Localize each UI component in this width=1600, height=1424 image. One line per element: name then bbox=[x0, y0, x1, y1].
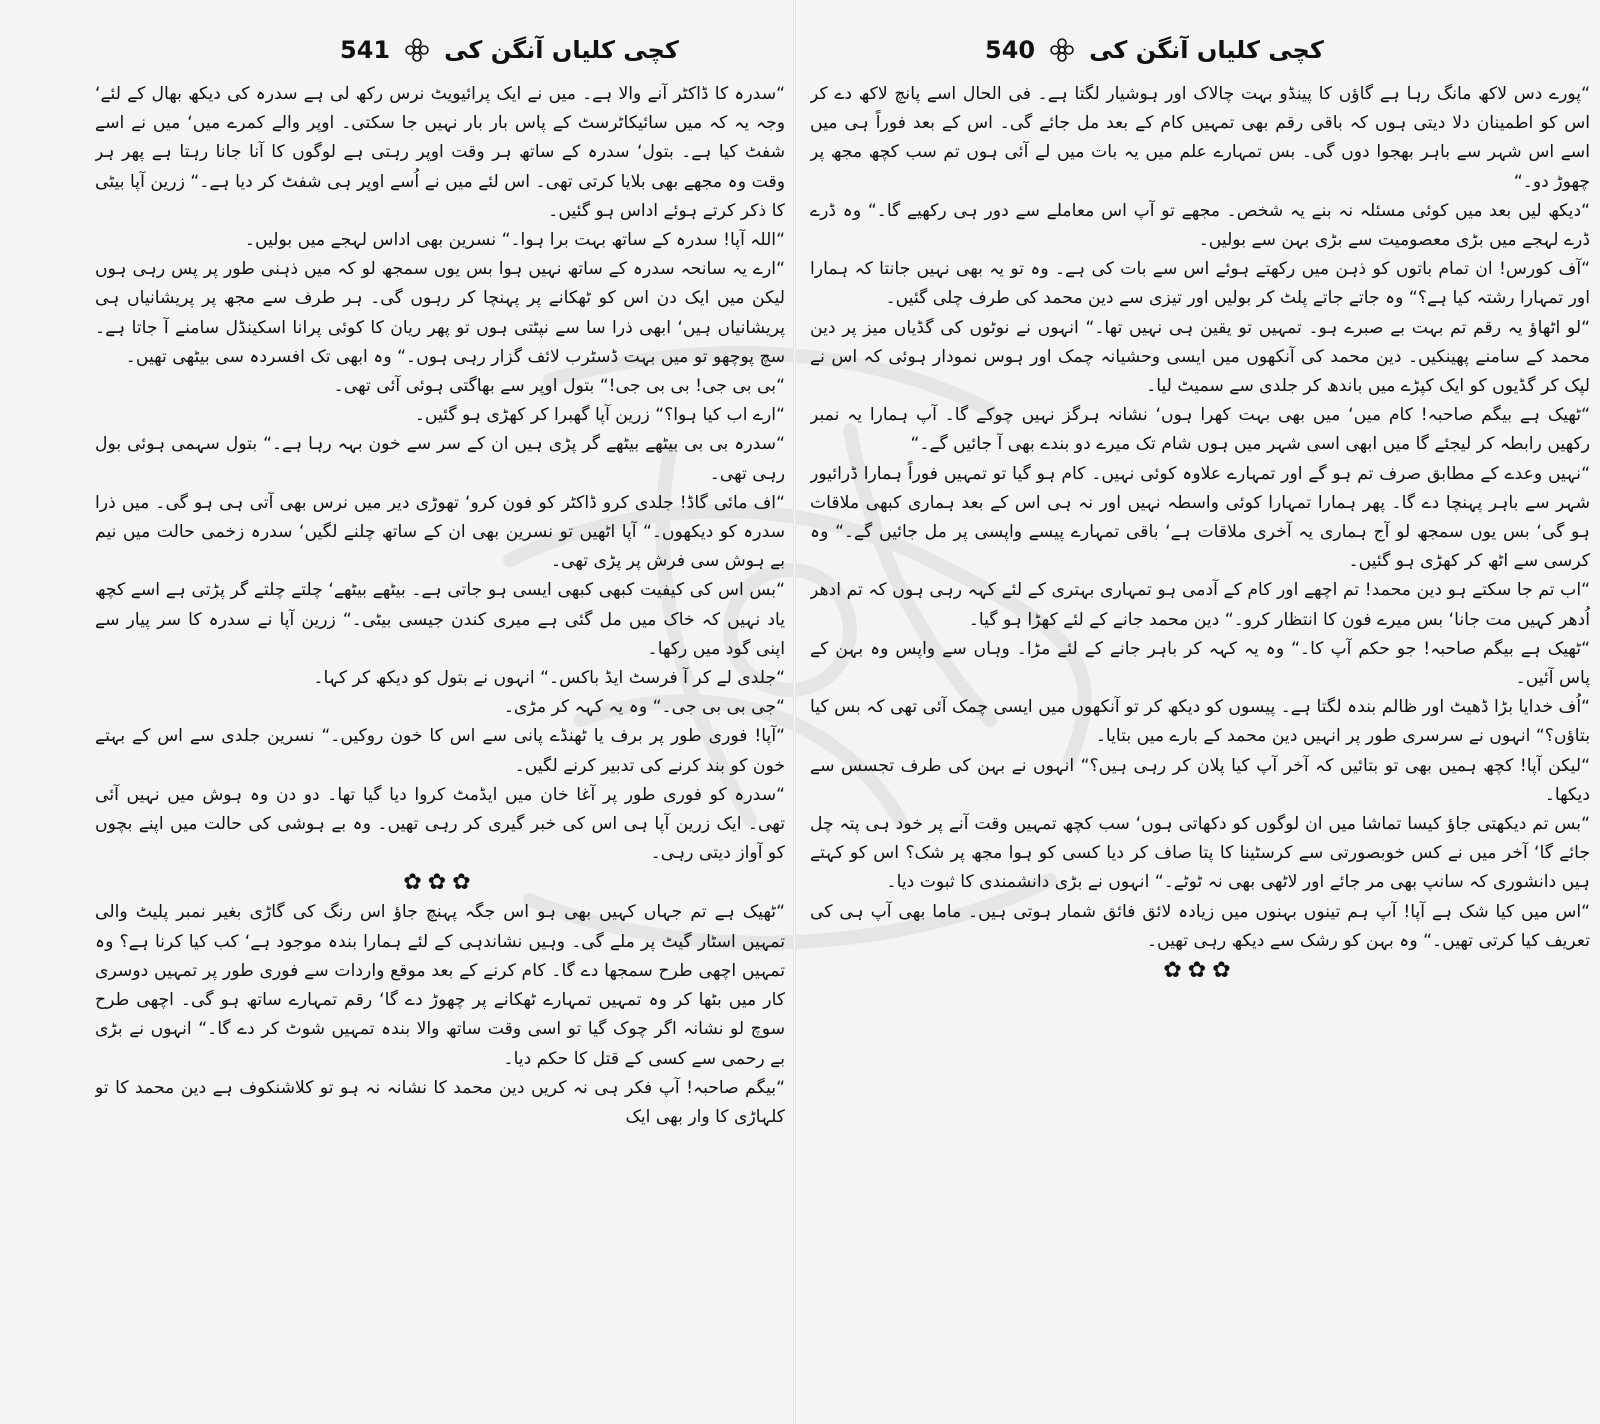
page-540 bbox=[800, 0, 1600, 1424]
page-number: 541 bbox=[340, 36, 391, 64]
paragraph: “ سدرہ کو فوری طور پر آغا خان میں ایڈمٹ کروا دیا گیا تھا۔ دو دن وہ ہوش میں نہیں آئی تھی۔ ایک زرین آپا ہی اس کی خبر گیری کر رہی تھیں۔ وہ بے ہوشی کی حالت میں اپنے بچوں کو آواز دیتی رہی۔ bbox=[95, 781, 785, 869]
paragraph: “ نہیں وعدے کے مطابق صرف تم ہو گے اور تمہارے علاوہ کوئی نہیں۔ کام ہو گیا تو تمہیں فوراً ہمارا ڈرائیور شہر سے باہر پہنچا دے گا۔ پھر ہمارا تمہارا کوئی واسطہ نہیں اور نہ ہی اس کے بعد ہماری کبھی ملاقات ہو گی‘ بس یوں سمجھ لو آج ہماری یہ آخری ملاقات ہے‘ باقی تمہارے پیسے واپسی پر مل جائیں گے۔“ وہ کرسی سے اٹھ کر کھڑی ہو گئیں۔ bbox=[810, 460, 1590, 577]
paragraph: “ ٹھیک ہے بیگم صاحبہ! جو حکم آپ کا۔“ وہ یہ کہہ کر باہر جانے کے لئے مڑا۔ وہاں سے واپس وہ بہن کے پاس آئیں۔ bbox=[810, 635, 1590, 693]
text-column-541 bbox=[95, 80, 785, 1404]
book-gutter bbox=[793, 0, 796, 1424]
running-title: کچی کلیاں آنگن کی bbox=[1089, 36, 1324, 64]
paragraph: “ بس تم دیکھتی جاؤ کیسا تماشا میں ان لوگوں کو دکھاتی ہوں‘ سب کچھ تمہیں وقت آنے پر خود ہی پتہ چل جائے گا‘ آخر میں نے کس خوبصورتی سے کرسٹینا کا پتا صاف کر دیا کسی کو ہوا مجھ پر شک؟ اس کو کہتے ہیں دانشوری کہ سانپ بھی مر جائے اور لاٹھی بھی نہ ٹوٹے۔“ انہوں نے بڑی دانشمندی کا ثبوت دیا۔ bbox=[810, 810, 1590, 898]
paragraph: “ ارے یہ سانحہ سدرہ کے ساتھ نہیں ہوا بس یوں سمجھ لو کہ میں ذہنی طور پر پس رہی ہوں لیکن میں ایک دن اس کو ٹھکانے پر پہنچا کر رہوں گی۔ ہر طرف سے مجھ پر پریشانیاں ہی پریشانیاں ہیں‘ ابھی ذرا سا سے نپٹتی ہوں تو پھر ریان کا کوئی پرانا اسکینڈل سامنے آ جاتا ہے۔ سچ پوچھو تو میں بہت ڈسٹرب لائف گزار رہی ہوں۔“ وہ ابھی تک افسردہ سی بیٹھی تھیں۔ bbox=[95, 255, 785, 372]
paragraph: “ پورے دس لاکھ مانگ رہا ہے گاؤں کا پینڈو بہت چالاک اور ہوشیار لگتا ہے۔ فی الحال اسے پانچ لاکھ دے کر اس کو اطمینان دلا دیتی ہوں کہ باقی رقم بھی تمہیں کام کے بعد مل جائے گی۔ اس کے بعد فوراً ہی میں اسے اس شہر سے باہر بھجوا دوں گی۔ بس تمہارے علم میں یہ بات میں لے آئی ہوں تم سب کچھ مجھ پر چھوڑ دو۔“ bbox=[810, 80, 1590, 197]
paragraph: “ سدرہ بی بی بیٹھے بیٹھے گر پڑی ہیں ان کے سر سے خون بہہ رہا ہے۔“ بتول سہمی ہوئی بول رہی تھی۔ bbox=[95, 430, 785, 488]
paragraph: “ دیکھ لیں بعد میں کوئی مسئلہ نہ بنے یہ شخص۔ مجھے تو آپ اس معاملے سے دور ہی رکھیے گا۔“ وہ ڈرے ڈرے لہجے میں بڑی معصومیت سے بڑی بہن سے بولیں۔ bbox=[810, 197, 1590, 255]
paragraph: “ اس میں کیا شک ہے آپا! آپ ہم تینوں بہنوں میں زیادہ لائق فائق شمار ہوتی ہیں۔ ماما بھی آپ ہی کی تعریف کیا کرتی تھیں۔“ وہ بہن کو رشک سے دیکھ رہی تھیں۔ bbox=[810, 898, 1590, 956]
paragraph: “ سدرہ کا ڈاکٹر آنے والا ہے۔ میں نے ایک پرائیویٹ نرس رکھ لی ہے سدرہ کی دیکھ بھال کے لئے‘ وجہ یہ کہ میں سائیکاٹرسٹ کے پاس بار بار نہیں جا سکتی۔ اوپر والے کمرے میں‘ میں نے اسے شفٹ کیا ہے۔ بتول‘ سدرہ کے ساتھ ہر وقت اوپر رہتی ہے لوگوں کا آنا جانا رہتا ہے پھر ہر وقت وہ مجھے بھی بلایا کرتی تھی۔ اس لئے میں نے اُسے اوپر ہی شفٹ کر دیا ہے۔“ زرین آپا بیٹی کا ذکر کرتے ہوئے اداس ہو گئیں۔ bbox=[95, 80, 785, 226]
paragraph: “ جلدی لے کر آ فرسٹ ایڈ باکس۔“ انہوں نے بتول کو دیکھ کر کہا۔ bbox=[95, 664, 785, 693]
paragraph: “ بیگم صاحبہ! آپ فکر ہی نہ کریں دین محمد کا نشانہ نہ ہو تو کلاشنکوف ہے دین محمد کا تو کلہاڑی کا وار بھی ایک bbox=[95, 1074, 785, 1132]
text-column-540 bbox=[810, 80, 1590, 1404]
paragraph: “ لو اٹھاؤ یہ رقم تم بہت بے صبرے ہو۔ تمہیں تو یقین ہی نہیں تھا۔“ انہوں نے نوٹوں کی گڈیاں میز پر دین محمد کے سامنے پھینکیں۔ دین محمد کی آنکھوں میں ایسی وحشیانہ چمک اور ہوس نمودار ہوئی کہ اس نے لپک کر گڈیوں کو ایک کپڑے میں باندھ کر جلدی سے سمیٹ لیا۔ bbox=[810, 314, 1590, 402]
paragraph: “ آف کورس! ان تمام باتوں کو ذہن میں رکھتے ہوئے اس سے بات کی ہے۔ وہ تو یہ بھی نہیں جانتا کہ ہمارا اور تمہارا رشتہ کیا ہے؟“ وہ جاتے جاتے پلٹ کر بولیں اور تیزی سے دین محمد کی طرف چلی گئیں۔ bbox=[810, 255, 1590, 313]
paragraph: “ ٹھیک ہے بیگم صاحبہ! کام میں‘ میں بھی بہت کھرا ہوں‘ نشانہ ہرگز نہیں چوکے گا۔ آپ ہمارا یہ نمبر رکھیں رابطہ کر لیجئے گا میں ابھی اسی شہر میں ہوں شام تک میرے دو بندے بھی آ جائیں گے۔“ bbox=[810, 401, 1590, 459]
running-title: کچی کلیاں آنگن کی bbox=[444, 36, 679, 64]
section-separator: ✿✿✿ bbox=[403, 870, 477, 896]
section-separator: ✿✿✿ bbox=[1163, 958, 1237, 984]
paragraph: “ بس اس کی کیفیت کبھی کبھی ایسی ہو جاتی ہے۔ بیٹھے بیٹھے‘ چلتے چلتے گر پڑتی ہے اسے کچھ یاد نہیں کہ خاک میں مل گئی ہے میری کندن جیسی بیٹی۔“ زرین آپا نے سدرہ کا سر پیار سے اپنی گود میں رکھا۔ bbox=[95, 576, 785, 664]
page-541 bbox=[0, 0, 790, 1424]
flower-ornament-icon bbox=[404, 37, 430, 63]
page-number: 540 bbox=[985, 36, 1036, 64]
paragraph: “ اف مائی گاڈ! جلدی کرو ڈاکٹر کو فون کرو‘ تھوڑی دیر میں نرس بھی آتی ہی ہو گی۔ میں ذرا سدرہ کو دیکھوں۔“ آپا اٹھیں تو نسرین بھی ان کے ساتھ چلنے لگیں‘ سدرہ زخمی حالت میں نیم بے ہوش سی فرش پر پڑی تھی۔ bbox=[95, 489, 785, 577]
paragraph: “ جی بی بی جی۔“ وہ یہ کہہ کر مڑی۔ bbox=[95, 693, 785, 722]
paragraph: “ اب تم جا سکتے ہو دین محمد! تم اچھے اور کام کے آدمی ہو تمہاری بہتری کے لئے کہہ رہی ہوں کہ تم ادھر اُدھر کہیں مت جانا‘ بس میرے فون کا انتظار کرو۔“ دین محمد جانے کے لئے کھڑا ہو گیا۔ bbox=[810, 576, 1590, 634]
paragraph: “ ارے اب کیا ہوا؟“ زرین آپا گھبرا کر کھڑی ہو گئیں۔ bbox=[95, 401, 785, 430]
flower-ornament-icon bbox=[1049, 37, 1075, 63]
paragraph: “ لیکن آپا! کچھ ہمیں بھی تو بتائیں کہ آخر آپ کیا پلان کر رہی ہیں؟“ انہوں نے بہن کی طرف تجسس سے دیکھا۔ bbox=[810, 752, 1590, 810]
page-header-541 bbox=[340, 30, 679, 70]
paragraph: “ آپا! فوری طور پر برف یا ٹھنڈے پانی سے اس کا خون روکیں۔“ نسرین جلدی سے اس کے بہتے خون کو بند کرنے کی تدبیر کرنے لگیں۔ bbox=[95, 722, 785, 780]
paragraph: “ ٹھیک ہے تم جہاں کہیں بھی ہو اس جگہ پہنچ جاؤ اس رنگ کی گاڑی بغیر نمبر پلیٹ والی تمہیں اسٹار گیٹ پر ملے گی۔ وہیں نشاندہی کے لئے ہمارا بندہ موجود ہے‘ کب کیا کرنا ہے؟ وہ تمہیں اچھی طرح سمجھا دے گا۔ کام کرنے کے بعد موقع واردات سے فوری طور پر تمہیں دوسری کار میں بٹھا کر وہ تمہیں تمہارے ٹھکانے پر چھوڑ دے گا‘ رقم تمہارے ساتھ ہو گی۔ اچھی طرح سوچ لو نشانہ اگر چوک گیا تو اسی وقت ساتھ والا بندہ تمہیں شوٹ کر دے گا۔“ انہوں نے بڑی بے رحمی سے کسی کے قتل کا حکم دیا۔ bbox=[95, 898, 785, 1073]
paragraph: “ اللہ آپا! سدرہ کے ساتھ بہت برا ہوا۔“ نسرین بھی اداس لہجے میں بولیں۔ bbox=[95, 226, 785, 255]
paragraph: “ بی بی جی! بی بی جی!“ بتول اوپر سے بھاگتی ہوئی آئی تھی۔ bbox=[95, 372, 785, 401]
paragraph: “ اُف خدایا بڑا ڈھیٹ اور ظالم بندہ لگتا ہے۔ پیسوں کو دیکھ کر تو آنکھوں میں ایسی چمک آئی تھی کہ بس کیا بتاؤں؟“ انہوں نے سرسری طور پر انہیں دین محمد کے بارے میں بتایا۔ bbox=[810, 693, 1590, 751]
page-header-540 bbox=[985, 30, 1324, 70]
